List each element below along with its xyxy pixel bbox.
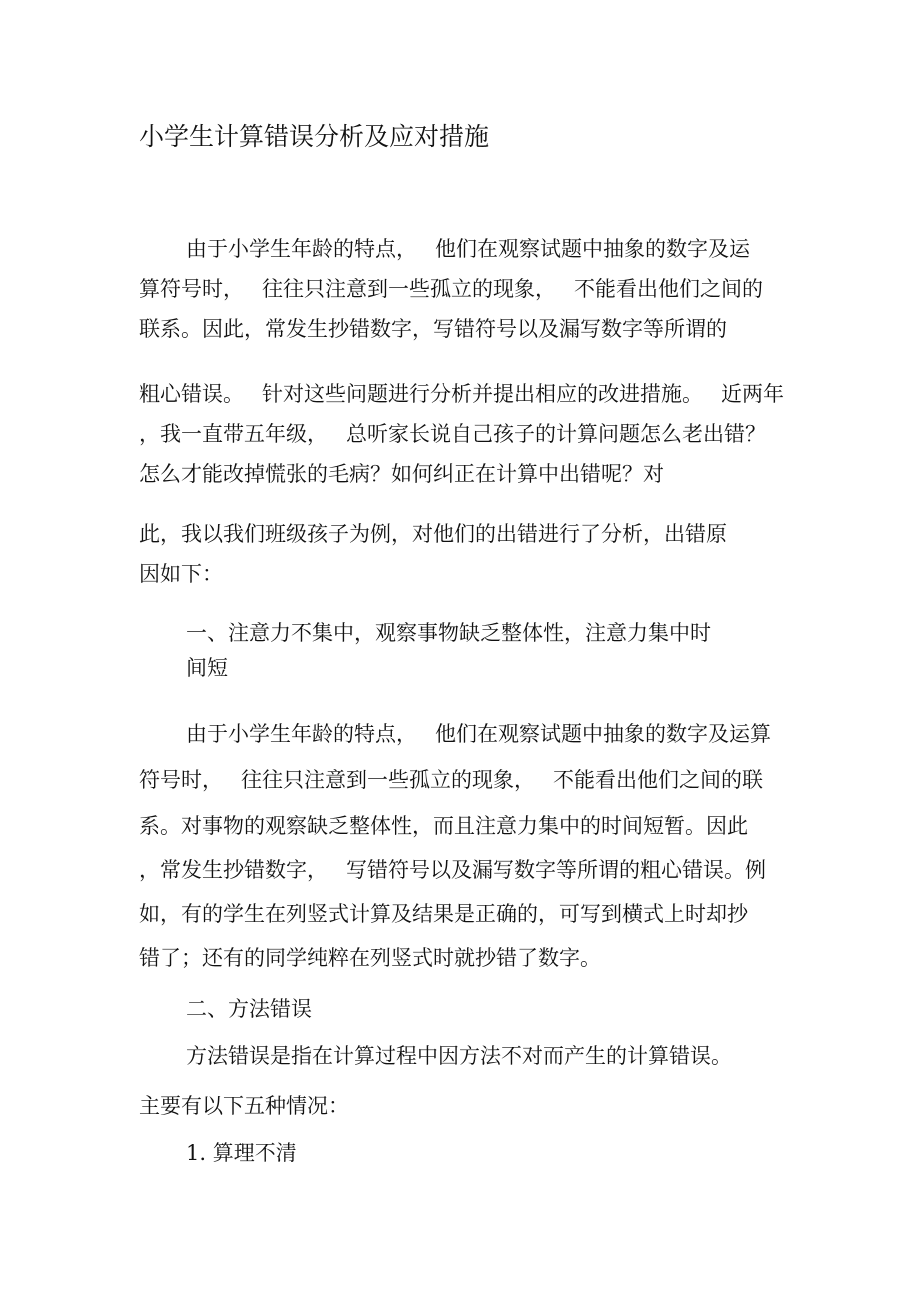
text-segment: 因如下：: [139, 562, 223, 586]
text-segment: 1. 算理不清: [186, 1141, 297, 1165]
text-segment: 由于小学生年龄的特点，: [186, 722, 417, 746]
text-segment: 联系。因此，常发生抄错数字，写错符号以及漏写数字等所谓的: [139, 317, 727, 341]
text-segment: 由于小学生年龄的特点，: [186, 237, 417, 261]
text-segment: 往往只注意到一些孤立的现象，: [241, 768, 535, 792]
paragraph-4-line-6: [139, 945, 601, 971]
paragraph-2-line-3: [139, 461, 664, 487]
text-segment: 怎么才能改掉慌张的毛病？如何纠正在计算中出错呢？对: [139, 462, 664, 486]
paragraph-1-line-2: [139, 276, 763, 302]
paragraph-2-line-2: [139, 421, 766, 447]
paragraph-4-line-3: [139, 813, 748, 839]
text-segment: 粗心错误。: [139, 382, 244, 406]
text-segment: 总听家长说自己孩子的计算问题怎么老出错？: [346, 422, 766, 446]
text-segment: 二、方法错误: [186, 997, 312, 1021]
text-segment: 不能看出他们之间的: [574, 277, 763, 301]
section-heading-1-line-1: [186, 620, 711, 646]
text-segment: 主要有以下五种情况：: [139, 1094, 349, 1118]
text-segment: 他们在观察试题中抽象的数字及运: [435, 237, 750, 261]
text-segment: 一、注意力不集中，观察事物缺乏整体性，注意力集中时: [186, 621, 711, 645]
text-segment: 针对这些问题进行分析并提出相应的改进措施。: [262, 382, 703, 406]
paragraph-1-line-3: [139, 316, 727, 342]
text-segment: 此，我以我们班级孩子为例，对他们的出错进行了分析，出错原: [139, 522, 727, 546]
paragraph-4-line-2: [139, 767, 763, 793]
paragraph-4-line-5: [139, 901, 748, 927]
text-segment: 写错符号以及漏写数字等所谓的粗心错误。例: [346, 858, 766, 882]
paragraph-3-line-2: [139, 561, 223, 587]
text-segment: 不能看出他们之间的联: [553, 768, 763, 792]
paragraph-1-line-1: [186, 236, 750, 262]
text-segment: 如，有的学生在列竖式计算及结果是正确的，可写到横式上时却抄: [139, 902, 748, 926]
section-heading-1-line-2: [186, 655, 228, 681]
text-segment: 符号时，: [139, 768, 223, 792]
text-segment: 他们在观察试题中抽象的数字及运算: [435, 722, 771, 746]
paragraph-5-line-2: [139, 1093, 349, 1119]
paragraph-5-line-1: [186, 1043, 732, 1069]
paragraph-4-line-4: [139, 857, 766, 883]
text-segment: 往往只注意到一些孤立的现象，: [262, 277, 556, 301]
text-segment: 系。对事物的观察缺乏整体性，而且注意力集中的时间短暂。因此: [139, 814, 748, 838]
text-segment: 方法错误是指在计算过程中因方法不对而产生的计算错误。: [186, 1044, 732, 1068]
text-segment: ，常发生抄错数字，: [139, 858, 328, 882]
paragraph-2-line-1: [139, 381, 784, 407]
paragraph-3-line-1: [139, 521, 727, 547]
text-segment: 算符号时，: [139, 277, 244, 301]
subheading-1: [186, 1140, 297, 1166]
text-segment: 间短: [186, 656, 228, 680]
text-segment: ，我一直带五年级，: [139, 422, 328, 446]
text-segment: 近两年: [721, 382, 784, 406]
document-title: 小学生计算错误分析及应对措施: [139, 122, 490, 151]
text-segment: 错了；还有的同学纯粹在列竖式时就抄错了数字。: [139, 946, 601, 970]
paragraph-4-line-1: [186, 721, 771, 747]
section-heading-2: [186, 996, 312, 1022]
